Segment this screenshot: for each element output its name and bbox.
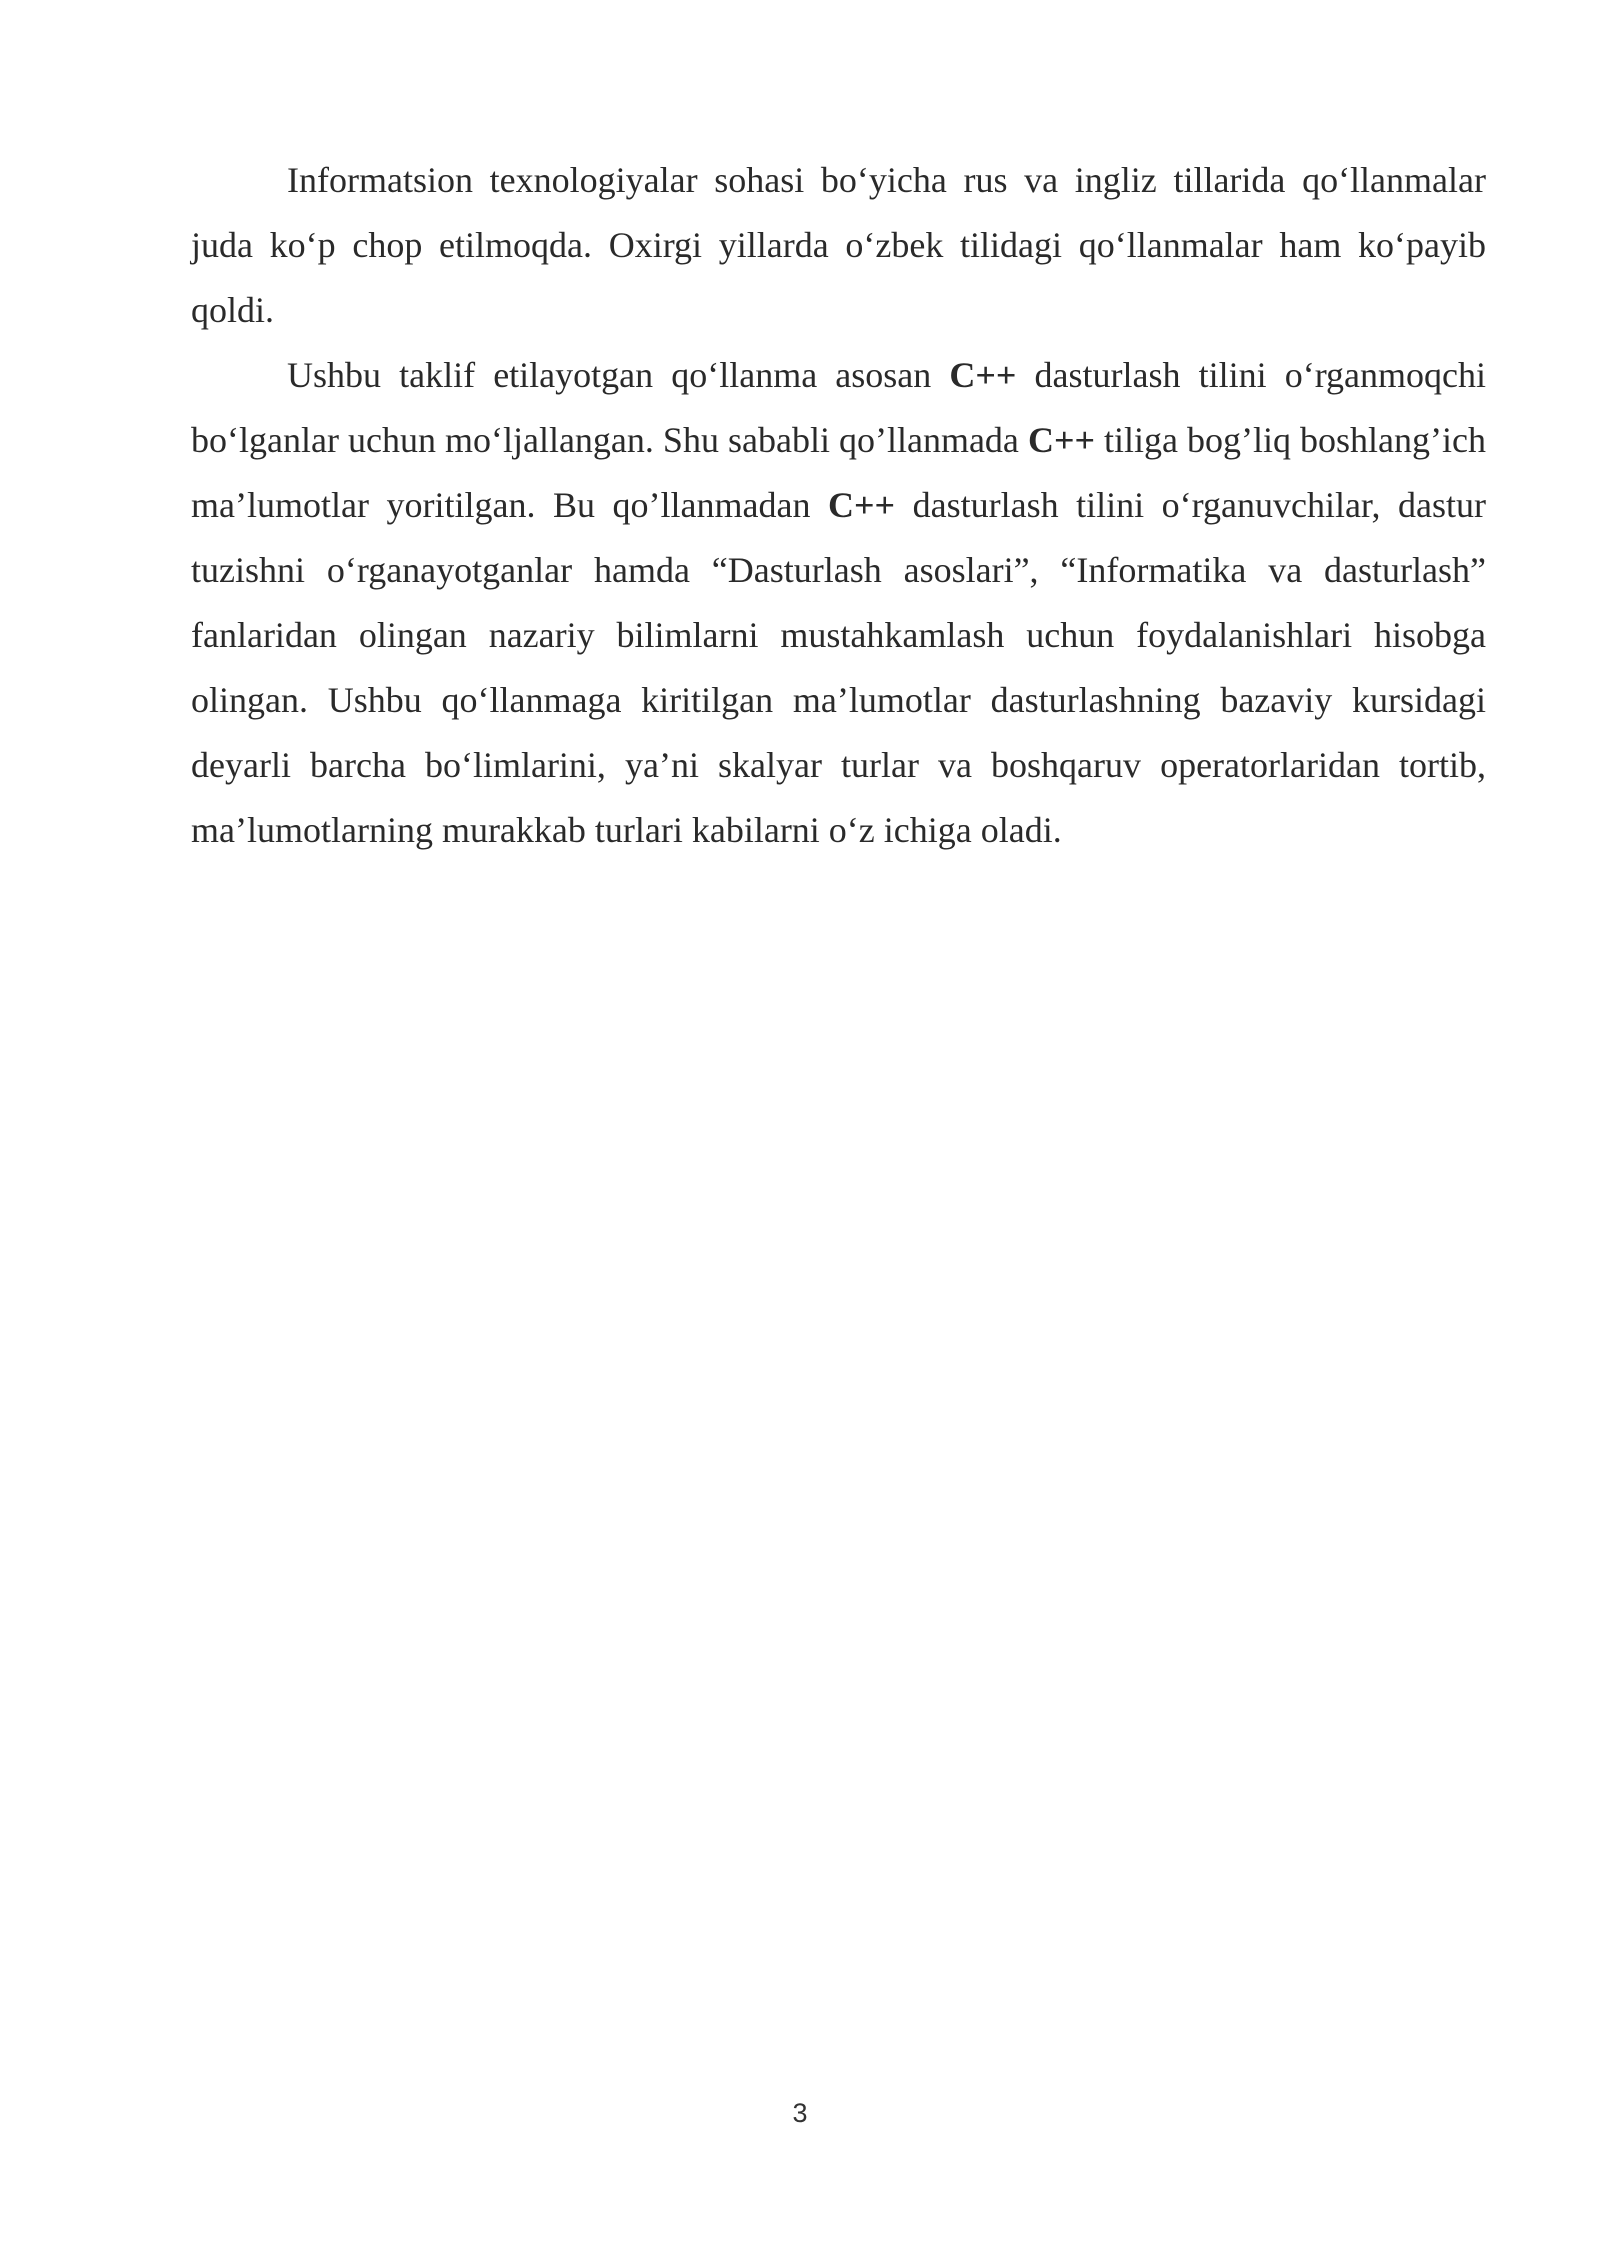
paragraph-description xyxy=(191,343,1486,863)
cpp-term: C++ xyxy=(949,355,1017,395)
paragraph-segment: dasturlash tilini o‘rganuvchilar, dastur tuzishni o‘rganayotganlar hamda “Dasturlash asoslari”, “Informatika va dasturlash” fanlaridan olingan nazariy bilimlarni mustahkamlash uchun foydalanishlari hisobga olingan. Ushbu qo‘llanmaga kiritilgan ma’lumotlar dasturlashning bazaviy kursidagi deyarli barcha bo‘limlarini, ya’ni skalyar turlar va boshqaruv operatorlaridan tortib, ma’lumotlarning murakkab turlari kabilarni o‘z ichiga oladi. xyxy=(191,485,1486,850)
page-number: 3 xyxy=(792,2098,808,2128)
cpp-term: C++ xyxy=(1027,420,1095,460)
paragraph-segment: tiliga bog’liq boshlang’ich ma’lumotlar yoritilgan. Bu qo’llanmadan xyxy=(191,420,1487,525)
paragraph-segment: dasturlash tilini o‘rganmoqchi bo‘lganlar uchun mo‘ljallangan. Shu sababli qo’llanmada xyxy=(191,355,1487,460)
paragraph-intro: Informatsion texnologiyalar sohasi bo‘yicha rus va ingliz tillarida qo‘llanmalar juda ko‘p chop etilmoqda. Oxirgi yillarda o‘zbek tilidagi qo‘llanmalar ham ko‘payib qoldi. xyxy=(191,160,1486,330)
cpp-term: C++ xyxy=(828,485,896,525)
body-text xyxy=(191,148,1486,863)
paragraph-segment: Ushbu taklif etilayotgan qo‘llanma asosan xyxy=(287,355,950,395)
